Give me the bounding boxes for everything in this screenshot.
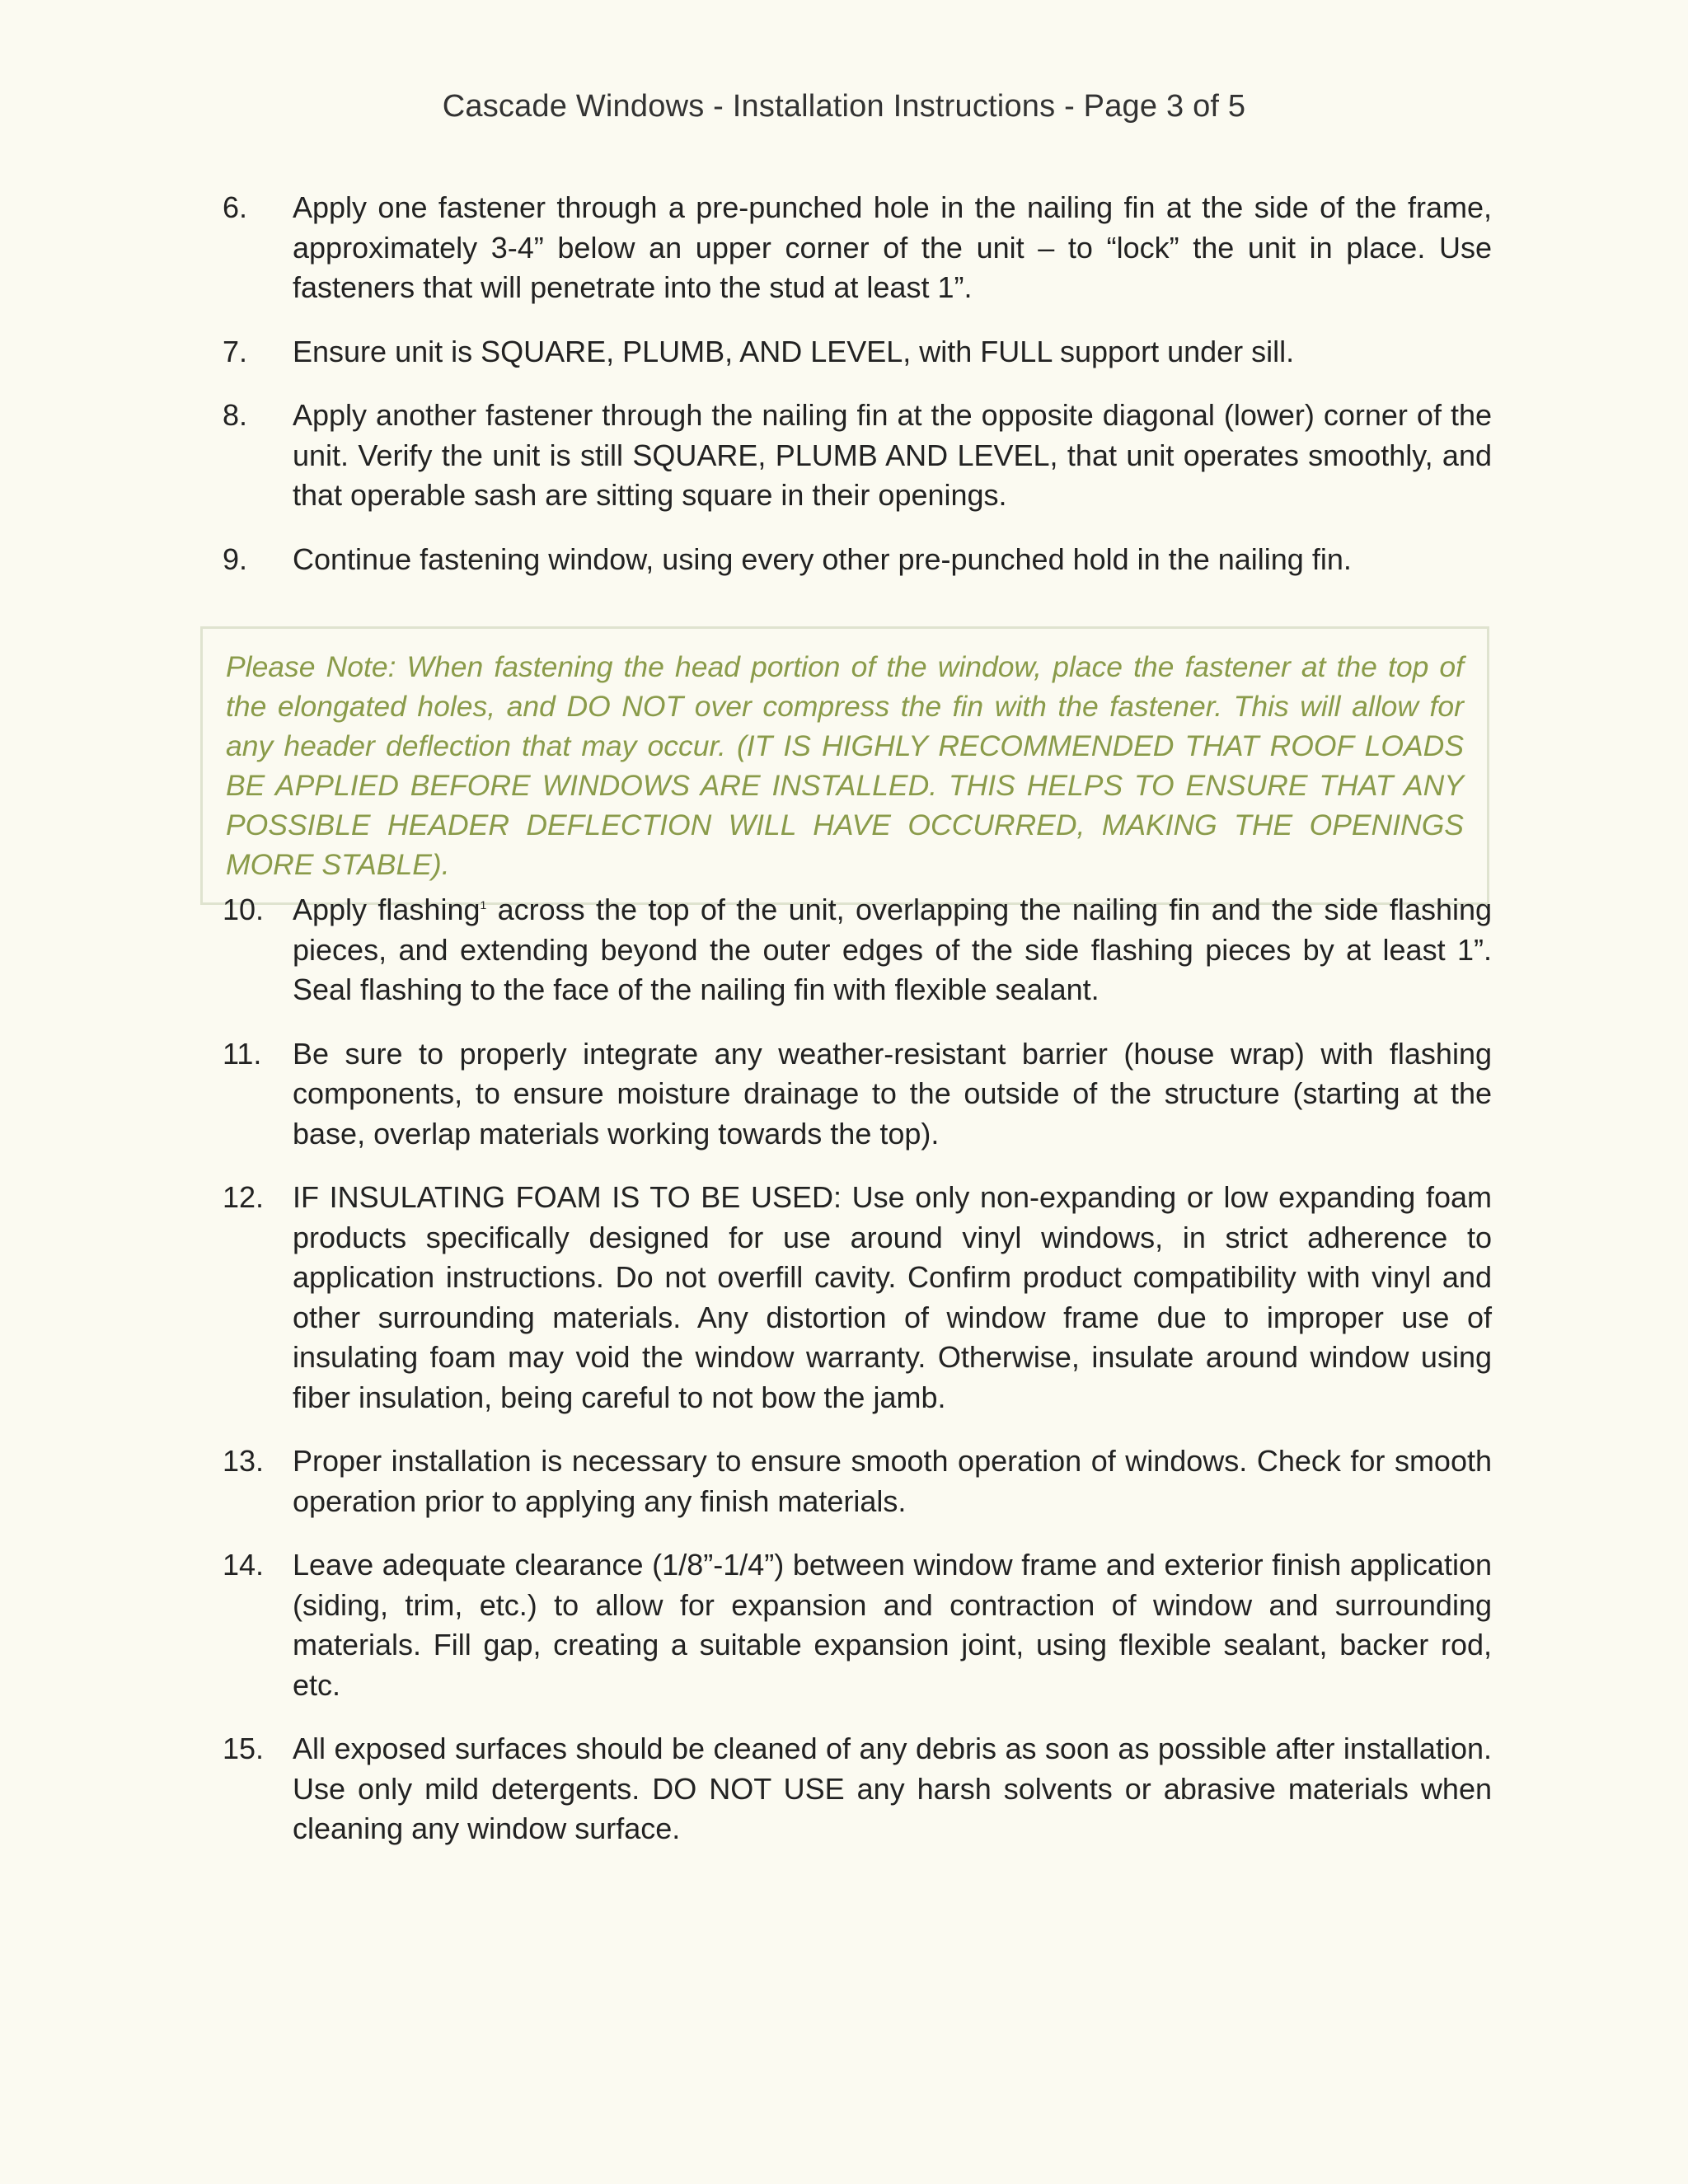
step-item-14 xyxy=(223,1545,1492,1705)
step-text: Apply one fastener through a pre-punched hole in the nailing fin at the side of the frame, approximately 3-4” below an upper corner of the unit – to “lock” the unit in place. Use fasteners that will penetrate into the stud at least 1”. xyxy=(293,190,1492,304)
step-number: 13. xyxy=(223,1444,265,1478)
instruction-list-top xyxy=(223,188,1492,603)
step-item-8 xyxy=(223,396,1492,516)
step-text: Apply another fastener through the nailing fin at the opposite diagonal (lower) corner of the unit. Verify the unit is still SQUARE, PLUMB AND LEVEL, that unit operates smoothly, and that operable sash are sitting square in their openings. xyxy=(293,398,1492,512)
step-text xyxy=(293,893,1492,1006)
step-number: 8. xyxy=(223,398,248,432)
step-number: 6. xyxy=(223,190,248,224)
step-number: 12. xyxy=(223,1180,265,1214)
step-number: 11. xyxy=(223,1036,262,1071)
step-text: All exposed surfaces should be cleaned of any debris as soon as possible after installation. Use only mild detergents. DO NOT USE any harsh solvents or abrasive materials when cleaning any window surface. xyxy=(293,1732,1492,1845)
page-header-title: Cascade Windows - Installation Instructions - Page 3 of 5 xyxy=(442,89,1246,124)
step-item-11 xyxy=(223,1034,1492,1155)
note-text: Please Note: When fastening the head portion of the window, place the fastener at the top of the elongated holes, and DO NOT over compress the fin with the fastener. This will allow for any header deflection that may occur. (IT IS HIGHLY RECOMMENDED THAT ROOF LOADS BE APPLIED BEFORE WINDOWS ARE INSTALLED. THIS HELPS TO ENSURE THAT ANY POSSIBLE HEADER DEFLECTION WILL HAVE OCCURRED, MAKING THE OPENINGS MORE STABLE). xyxy=(226,650,1464,881)
step-item-15 xyxy=(223,1729,1492,1849)
instruction-list-bottom xyxy=(223,890,1492,1873)
step-text: Continue fastening window, using every other pre-punched hold in the nailing fin. xyxy=(293,541,1352,576)
step-text: Proper installation is necessary to ensure smooth operation of windows. Check for smooth operation prior to applying any finish materials. xyxy=(293,1444,1492,1518)
footnote-marker[interactable]: 1 xyxy=(480,898,487,912)
step-text: Leave adequate clearance (1/8”-1/4”) between window frame and exterior finish application (siding, trim, etc.) to allow for expansion and contraction of window and surrounding materials. Fill gap, creating a suitable expansion joint, using flexible sealant, backer rod, etc. xyxy=(293,1548,1492,1702)
step-text-part: across the top of the unit, overlapping the nailing fin and the side flashing pieces, and extending beyond the outer edges of the side flashing pieces by at least 1”. Seal flashing to the face of the nailing fin with flexible sealant. xyxy=(293,893,1493,1006)
please-note-box xyxy=(200,626,1489,905)
step-item-7 xyxy=(223,332,1492,373)
step-text: IF INSULATING FOAM IS TO BE USED: Use only non-expanding or low expanding foam products specifically designed for use around vinyl windows, in strict adherence to application instructions. Do not overfill cavity. Confirm product compatibility with vinyl and other surrounding materials. Any distortion of window frame due to improper use of insulating foam may void the window warranty. Otherwise, insulate around window using fiber insulation, being careful to not bow the jamb. xyxy=(293,1180,1492,1414)
step-item-6 xyxy=(223,188,1492,308)
step-number: 10. xyxy=(223,893,265,926)
step-number: 7. xyxy=(223,334,248,368)
step-number: 9. xyxy=(223,541,248,576)
step-text: Ensure unit is SQUARE, PLUMB, AND LEVEL, with FULL support under sill. xyxy=(293,334,1295,368)
step-item-10 xyxy=(223,890,1492,1010)
step-text: Be sure to properly integrate any weather-resistant barrier (house wrap) with flashing components, to ensure moisture drainage to the outside of the structure (starting at the base, overlap materials working towards the top). xyxy=(293,1036,1492,1151)
step-item-9 xyxy=(223,540,1492,580)
step-number: 15. xyxy=(223,1732,265,1765)
step-text-part: Apply flashing xyxy=(293,893,481,926)
step-item-13 xyxy=(223,1441,1492,1521)
step-number: 14. xyxy=(223,1548,265,1582)
step-item-12 xyxy=(223,1178,1492,1418)
